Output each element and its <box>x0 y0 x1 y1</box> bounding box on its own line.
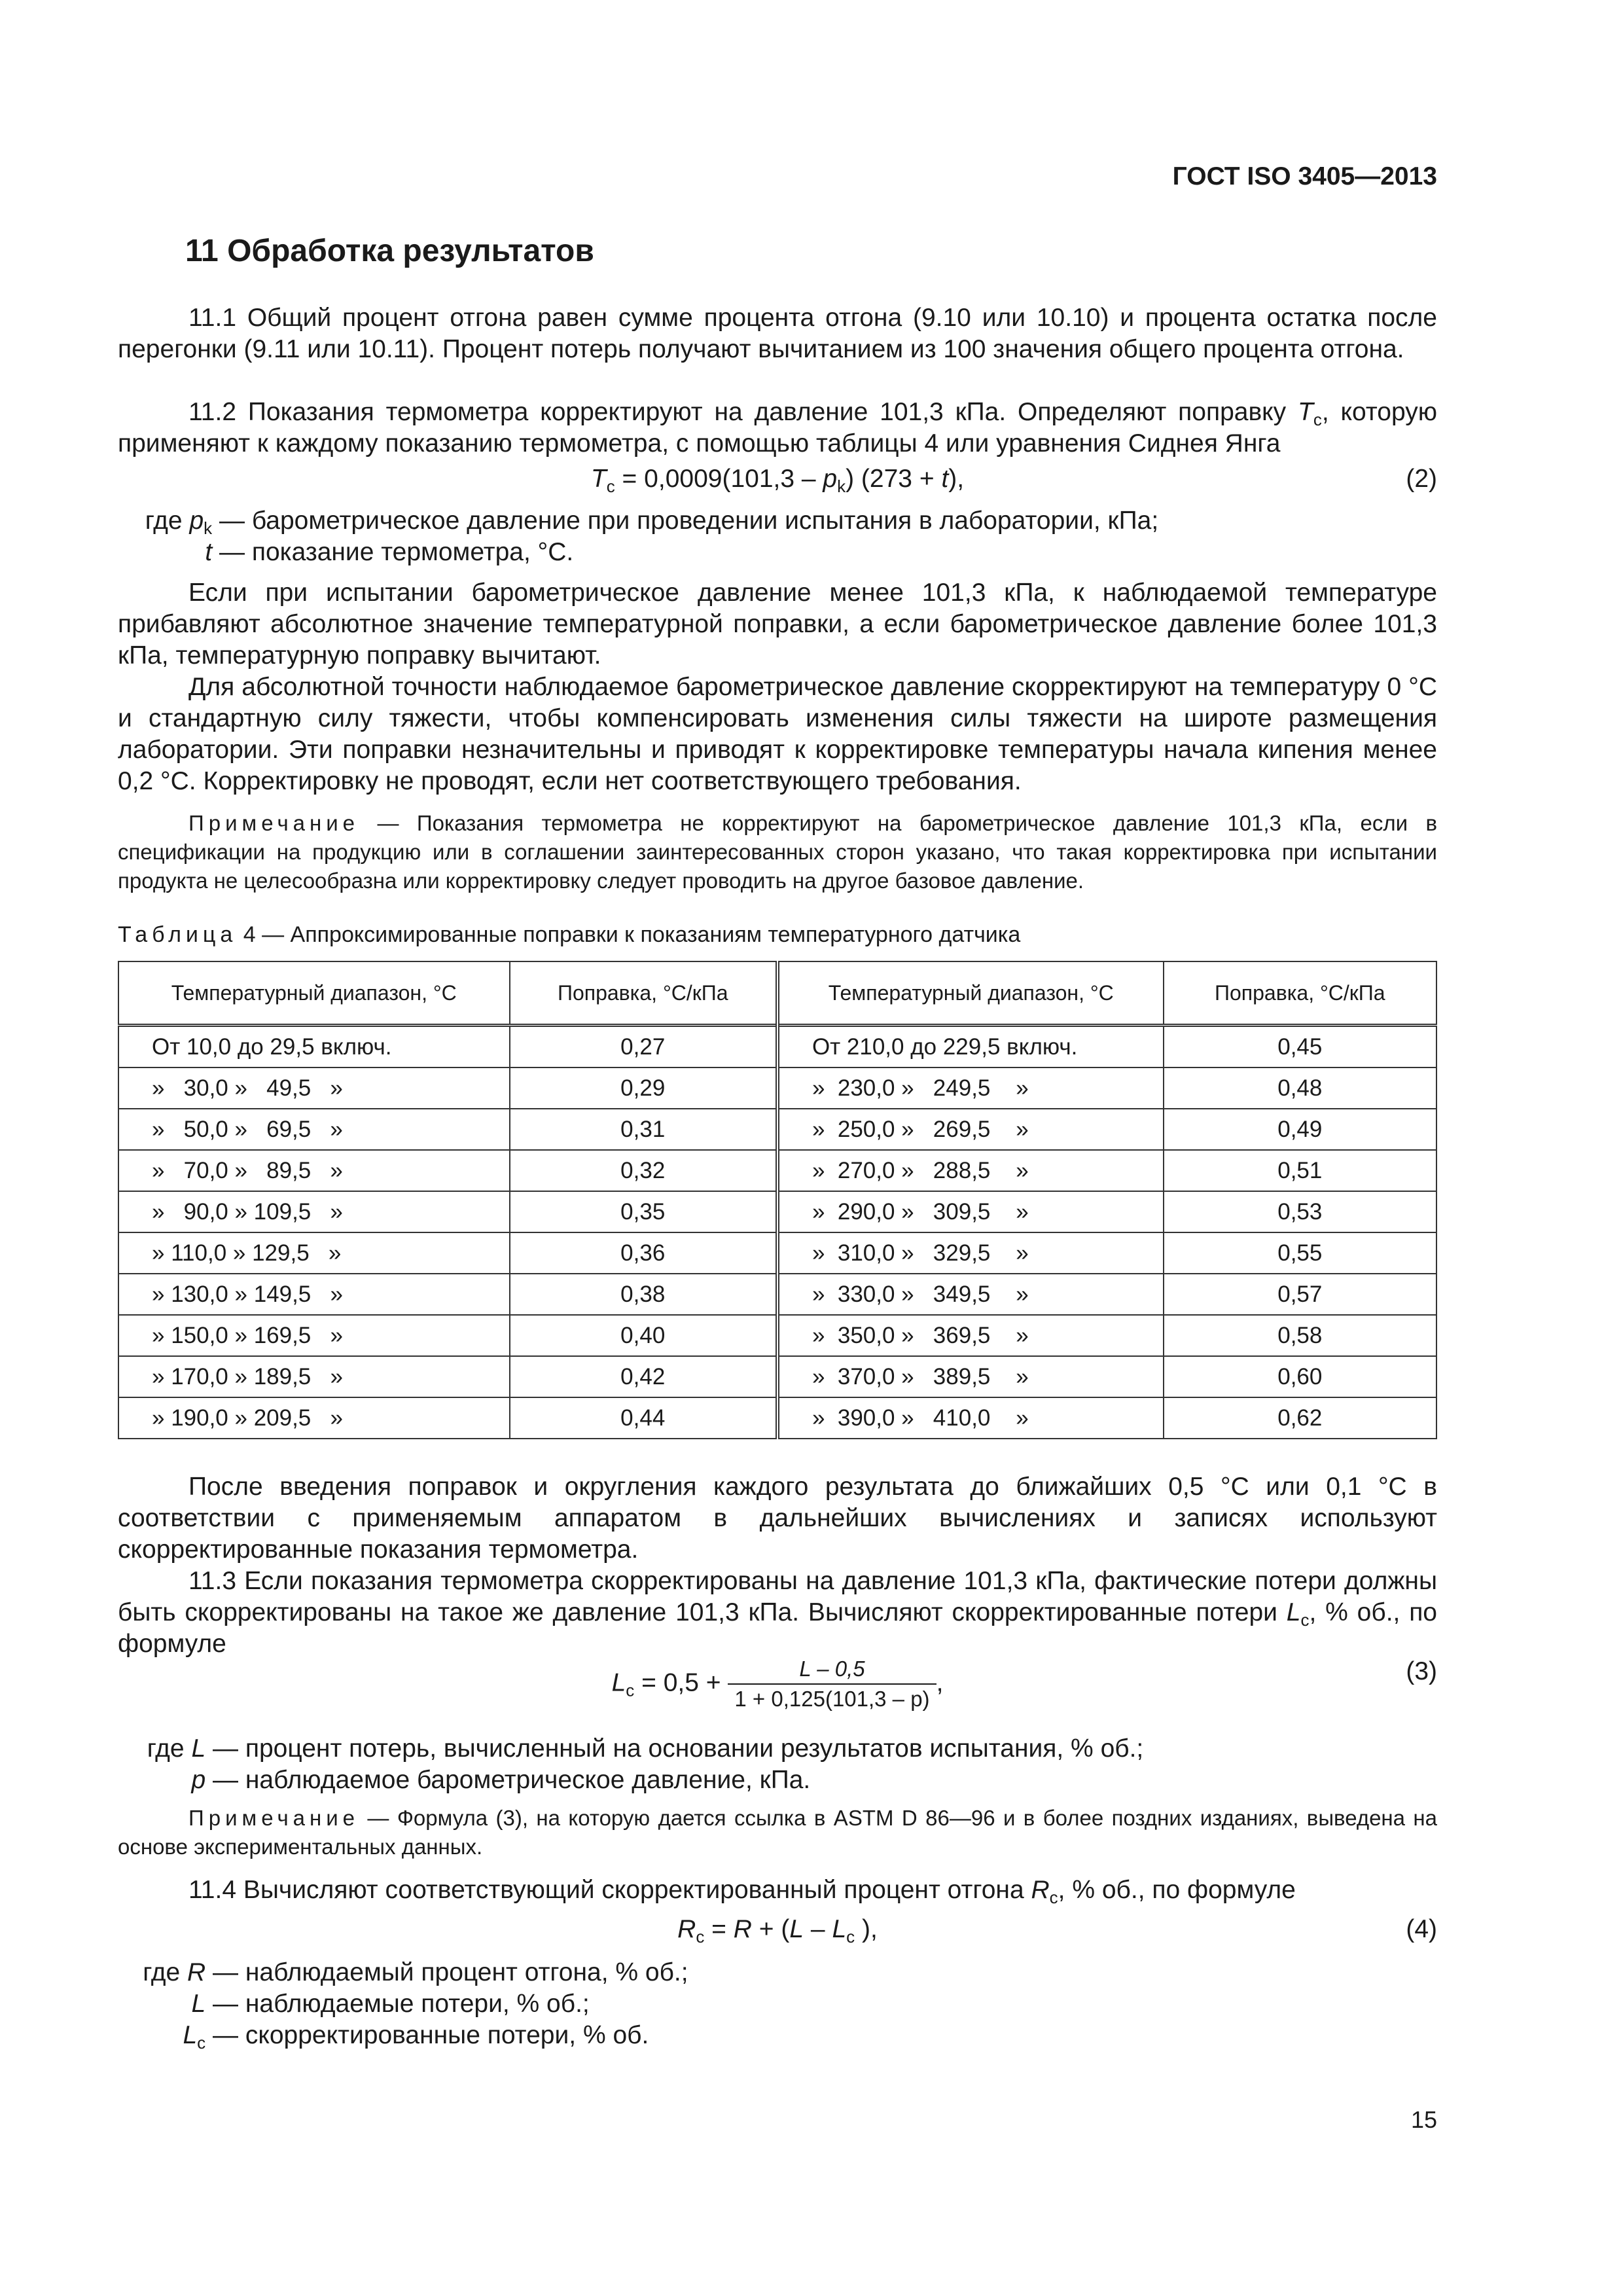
cell-range-right: » 290,0 » 309,5 » <box>777 1191 1164 1232</box>
paragraph-pressure-rule: Если при испытании барометрическое давление менее 101,3 кПа, к наблюдаемой температуре прибавляют абсолютное значение температурной поправки, а если барометрическое давление более 101,3 кПа, температурную поправку вычитают. <box>118 579 1437 670</box>
formula-2: $T_c = 0,0009(101,3 - p_k) (273 + t)$, (2) <box>590 465 1437 496</box>
cell-range-right: » 370,0 » 389,5 » <box>777 1356 1164 1397</box>
table-row <box>118 1026 1436 1068</box>
fraction: $\frac{L - 0,5}{1 + 0,125(101,3 - p)}$ <box>728 1655 936 1713</box>
where-block-2: где $p_k$ — барометрическое давление при проведении испытания в лаборатории, кПа; t — показание термометра, °С. <box>145 507 1159 566</box>
cell-correction-left: 0,35 <box>510 1191 777 1232</box>
table-row <box>118 1067 1436 1109</box>
cell-range-left: » 70,0 » 89,5 » <box>118 1150 510 1191</box>
cell-correction-right: 0,53 <box>1164 1191 1436 1232</box>
cell-correction-right: 0,48 <box>1164 1067 1436 1109</box>
section-title: 11 Обработка результатов <box>185 234 594 268</box>
header-correction-right: Поправка, °С/кПа <box>1164 961 1436 1026</box>
note-1: Примечание — Показания термометра не корректируют на барометрическое давление 101,3 кПа, если в спецификации на продукцию или в соглашении заинтересованных сторон указано, что такая корректировка при испытании продукта не целесообразна или корректировку следует проводить на другое базовое давление. <box>118 811 1437 893</box>
page-number: 15 <box>1410 2106 1437 2133</box>
table-row <box>118 1150 1436 1191</box>
cell-range-right: » 230,0 » 249,5 » <box>777 1067 1164 1109</box>
table-row <box>118 1356 1436 1397</box>
formula-3: $L_c = 0,5$ + $\frac{L - 0,5}{1 + 0,125(101,3 - p)}$ , (3) <box>118 1655 1437 1720</box>
cell-correction-right: 0,45 <box>1164 1026 1436 1068</box>
table-row <box>118 1315 1436 1356</box>
header-correction-left: Поправка, °С/кПа <box>510 961 777 1026</box>
paragraph-absolute-accuracy: Для абсолютной точности наблюдаемое барометрическое давление скорректируют на температуру 0 °С и стандартную силу тяжести, чтобы компенсировать изменения силы тяжести на широте размещения лаборатории. Эти поправки незначительны и приводят к корректировке температуры начала кипения менее 0,2 °С. Корректировку не проводят, если нет соответствующего требования. <box>118 673 1437 795</box>
cell-correction-left: 0,36 <box>510 1232 777 1274</box>
paragraph-11-1: 11.1 Общий процент отгона равен сумме процента отгона (9.10 или 10.10) и процента остатка после перегонки (9.11 или 10.11). Процент потерь получают вычитанием из 100 значения общего процента отгона. <box>118 304 1437 363</box>
cell-correction-left: 0,31 <box>510 1109 777 1150</box>
cell-correction-right: 0,49 <box>1164 1109 1436 1150</box>
table-row <box>118 1232 1436 1274</box>
cell-range-left: » 50,0 » 69,5 » <box>118 1109 510 1150</box>
where-block-4: где R — наблюдаемый процент отгона, % об.; L — наблюдаемые потери, % об.; $L_c$ — скорректированные потери, % об. <box>143 1958 688 2053</box>
where-block-3: где L — процент потерь, вычисленный на основании результатов испытания, % об.; p — наблюдаемое барометрическое давление, кПа. <box>147 1734 1144 1794</box>
header-range-right: Температурный диапазон, °С <box>777 961 1164 1026</box>
note-2: Примечание — Формула (3), на которую дается ссылка в ASTM D 86—96 и в более поздних изданиях, выведена на основе экспериментальных данных. <box>118 1806 1437 1859</box>
cell-range-left: От 10,0 до 29,5 включ. <box>118 1026 510 1068</box>
cell-correction-right: 0,60 <box>1164 1356 1436 1397</box>
table-4 <box>118 961 1437 1439</box>
cell-range-right: » 350,0 » 369,5 » <box>777 1315 1164 1356</box>
cell-correction-right: 0,62 <box>1164 1397 1436 1439</box>
cell-range-right: » 310,0 » 329,5 » <box>777 1232 1164 1274</box>
paragraph-11-3: 11.3 Если показания термометра скорректированы на давление 101,3 кПа, фактические потери должны быть скорректированы на такое же давление 101,3 кПа. Вычисляют скорректированные потери $L_c$, % об., по формуле <box>118 1567 1437 1658</box>
cell-range-left: » 90,0 » 109,5 » <box>118 1191 510 1232</box>
cell-range-right: » 330,0 » 349,5 » <box>777 1274 1164 1315</box>
cell-correction-left: 0,38 <box>510 1274 777 1315</box>
cell-correction-left: 0,32 <box>510 1150 777 1191</box>
cell-correction-right: 0,58 <box>1164 1315 1436 1356</box>
table-row <box>118 1109 1436 1150</box>
table-row <box>118 1397 1436 1439</box>
cell-correction-left: 0,27 <box>510 1026 777 1068</box>
cell-correction-right: 0,57 <box>1164 1274 1436 1315</box>
cell-range-right: » 250,0 » 269,5 » <box>777 1109 1164 1150</box>
paragraph-11-4: 11.4 Вычисляют соответствующий скорректированный процент отгона $R_c$, % об., по формуле <box>188 1876 1296 1907</box>
table-row <box>118 1191 1436 1232</box>
cell-range-left: » 110,0 » 129,5 » <box>118 1232 510 1274</box>
cell-correction-left: 0,44 <box>510 1397 777 1439</box>
cell-range-left: » 150,0 » 169,5 » <box>118 1315 510 1356</box>
cell-range-right: От 210,0 до 229,5 включ. <box>777 1026 1164 1068</box>
cell-range-left: » 170,0 » 189,5 » <box>118 1356 510 1397</box>
cell-correction-right: 0,51 <box>1164 1150 1436 1191</box>
table-4-caption: Таблица 4 — Аппроксимированные поправки к показаниям температурного датчика <box>118 922 1021 947</box>
paragraph-11-2: 11.2 Показания термометра корректируют на давление 101,3 кПа. Определяют поправку $T_c$, которую применяют к каждому показанию термометра, с помощью таблицы 4 или уравнения Сиднея Янга <box>118 398 1437 457</box>
formula-number: (3) <box>1406 1657 1437 1685</box>
cell-correction-left: 0,29 <box>510 1067 777 1109</box>
formula-number: (2) <box>1406 465 1437 493</box>
header-range-left: Температурный диапазон, °С <box>118 961 510 1026</box>
cell-correction-left: 0,42 <box>510 1356 777 1397</box>
cell-range-left: » 30,0 » 49,5 » <box>118 1067 510 1109</box>
cell-range-left: » 130,0 » 149,5 » <box>118 1274 510 1315</box>
cell-range-right: » 390,0 » 410,0 » <box>777 1397 1164 1439</box>
document-code: ГОСТ ISO 3405—2013 <box>1172 162 1437 190</box>
table-header-row <box>118 961 1436 1026</box>
formula-number: (4) <box>1406 1915 1437 1943</box>
cell-range-right: » 270,0 » 288,5 » <box>777 1150 1164 1191</box>
paragraph-after-table: После введения поправок и округления каждого результата до ближайших 0,5 °С или 0,1 °С в соответствии с применяемым аппаратом в дальнейших вычислениях и записях используют скорректированные показания термометра. <box>118 1473 1437 1564</box>
formula-4: $R_c = R + (L - L_c$ ), (4) <box>677 1915 1437 1946</box>
cell-range-left: » 190,0 » 209,5 » <box>118 1397 510 1439</box>
cell-correction-right: 0,55 <box>1164 1232 1436 1274</box>
cell-correction-left: 0,40 <box>510 1315 777 1356</box>
table-row <box>118 1274 1436 1315</box>
